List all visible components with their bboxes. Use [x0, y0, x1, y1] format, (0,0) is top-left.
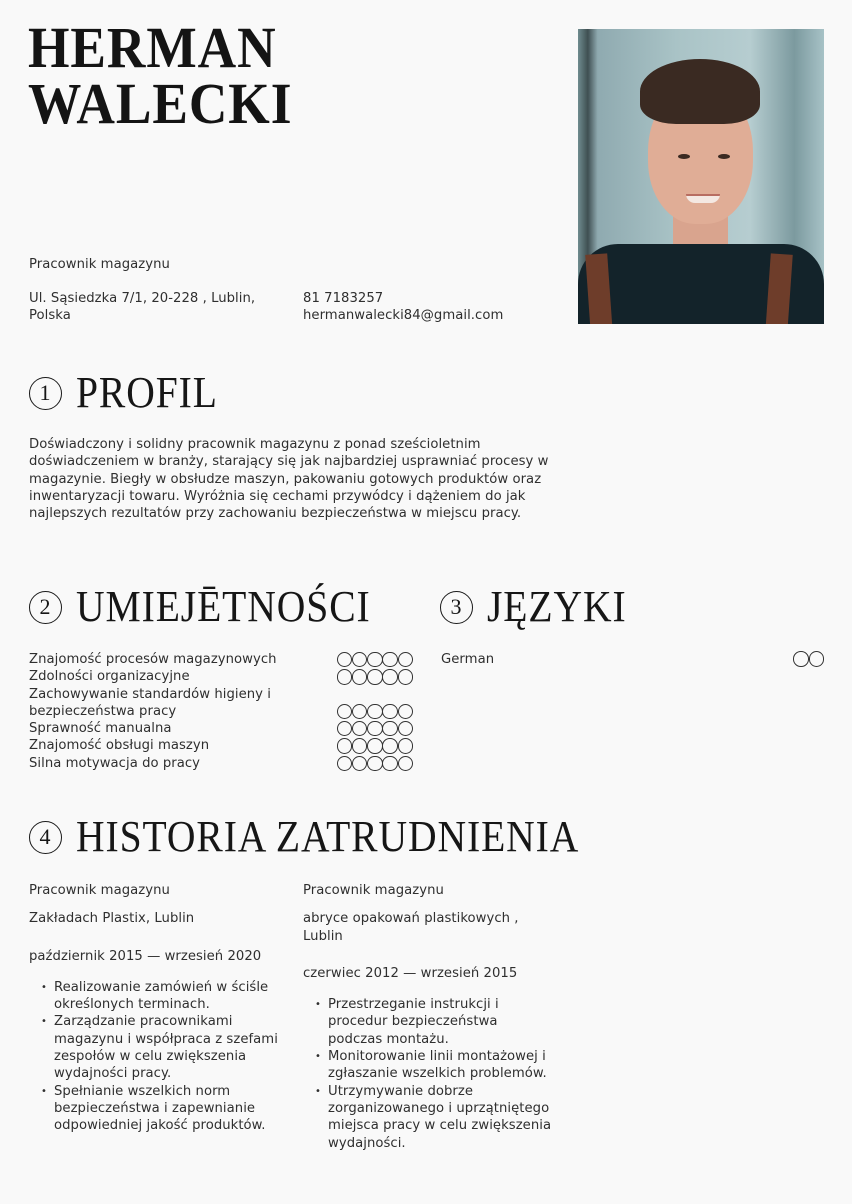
duty-item: • Zarządzanie pracownikami magazynu i współpraca z szefami zespołów w celu zwiększenia wydajności pracy. — [29, 1013, 279, 1082]
job-position: Pracownik magazynu — [303, 883, 444, 898]
section-title: PROFIL — [76, 368, 218, 417]
skill-row — [29, 686, 413, 721]
languages-list — [441, 651, 824, 668]
candidate-name — [28, 15, 293, 136]
job-entry — [29, 882, 279, 1135]
skill-row — [29, 755, 413, 772]
address-line-2: Polska — [29, 308, 71, 324]
job-title: Pracownik magazynu — [29, 257, 170, 272]
job-position: Pracownik magazynu — [29, 883, 170, 898]
section-heading-profile — [29, 368, 234, 417]
section-heading-skills — [29, 582, 403, 631]
profile-photo — [578, 29, 824, 324]
job-duties — [29, 979, 279, 1135]
skill-row — [29, 651, 413, 668]
skill-label: Sprawność manualna — [29, 721, 172, 737]
first-name: HERMAN — [28, 15, 277, 80]
skills-list — [29, 651, 413, 772]
section-heading-languages — [440, 582, 642, 631]
skill-label: Zdolności organizacyjne — [29, 669, 190, 685]
address-line-1: Ul. Sąsiedzka 7/1, 20-228 , Lublin, — [29, 291, 256, 306]
skill-label: Znajomość procesów magazynowych — [29, 652, 277, 667]
contact-info — [303, 290, 503, 325]
rating-dots-icon — [337, 669, 413, 686]
duty-item: • Przestrzeganie instrukcji i procedur bezpieczeństwa podczas montażu. — [303, 996, 553, 1048]
language-row — [441, 651, 824, 668]
rating-dots-icon — [337, 738, 413, 755]
job-duties — [303, 996, 553, 1152]
skill-row — [29, 720, 413, 737]
duty-item: • Realizowanie zamówień w ściśle określonych terminach. — [29, 979, 279, 1014]
job-entry — [303, 882, 553, 1152]
address — [29, 290, 279, 325]
skill-label: Zachowywanie standardów higieny i bezpieczeństwa pracy — [29, 686, 271, 719]
section-number-icon: 2 — [29, 591, 62, 624]
phone: 81 7183257 — [303, 291, 384, 306]
duty-item: • Spełnianie wszelkich norm bezpieczeństwa i zapewnianie odpowiedniej jakość produktów. — [29, 1083, 279, 1135]
skill-label: Znajomość obsługi maszyn — [29, 738, 210, 754]
rating-dots-icon — [337, 756, 413, 773]
rating-dots-icon — [337, 721, 413, 738]
section-title: JĘZYKI — [487, 582, 627, 631]
section-title: HISTORIA ZATRUDNIENIA — [76, 812, 580, 861]
skill-row — [29, 737, 413, 754]
job-employer: Zakładach Plastix, Lublin — [29, 911, 195, 927]
section-title: UMIEJĒTNOŚCI — [76, 582, 371, 631]
job-dates: październik 2015 — wrzesień 2020 — [29, 948, 262, 964]
skill-row — [29, 668, 413, 685]
email: hermanwalecki84@gmail.com — [303, 308, 504, 324]
section-number-icon: 3 — [440, 591, 473, 624]
last-name: WALECKI — [28, 71, 293, 136]
profile-summary: Doświadczony i solidny pracownik magazynu z ponad sześcioletnim doświadczeniem w branży, starający się jak najbardziej usprawniać procesy w magazynie. Biegły w obsłudze maszyn, pakowaniu gotowych produktów oraz inwentaryzacji towaru. Wyróżnia się cechami przywódcy i dążeniem do jak najlepszych rezultatów przy zachowaniu bezpieczeństwa w miejscu pracy. — [29, 437, 549, 522]
section-number-icon: 4 — [29, 821, 62, 854]
section-number-icon: 1 — [29, 377, 62, 410]
duty-item: • Monitorowanie linii montażowej i zgłaszanie wszelkich problemów. — [303, 1048, 553, 1083]
rating-dots-icon — [337, 652, 413, 669]
rating-dots-icon — [794, 651, 824, 668]
language-label: German — [441, 652, 495, 667]
job-employer: abryce opakowań plastikowych , Lublin — [303, 911, 519, 944]
duty-item: • Utrzymywanie dobrze zorganizowanego i uprzątniętego miejsca pracy w celu zwiększenia wydajności. — [303, 1083, 553, 1152]
section-heading-employment — [29, 812, 635, 861]
rating-dots-icon — [337, 704, 413, 721]
job-dates: czerwiec 2012 — wrzesień 2015 — [303, 965, 518, 981]
skill-label: Silna motywacja do pracy — [29, 755, 201, 771]
